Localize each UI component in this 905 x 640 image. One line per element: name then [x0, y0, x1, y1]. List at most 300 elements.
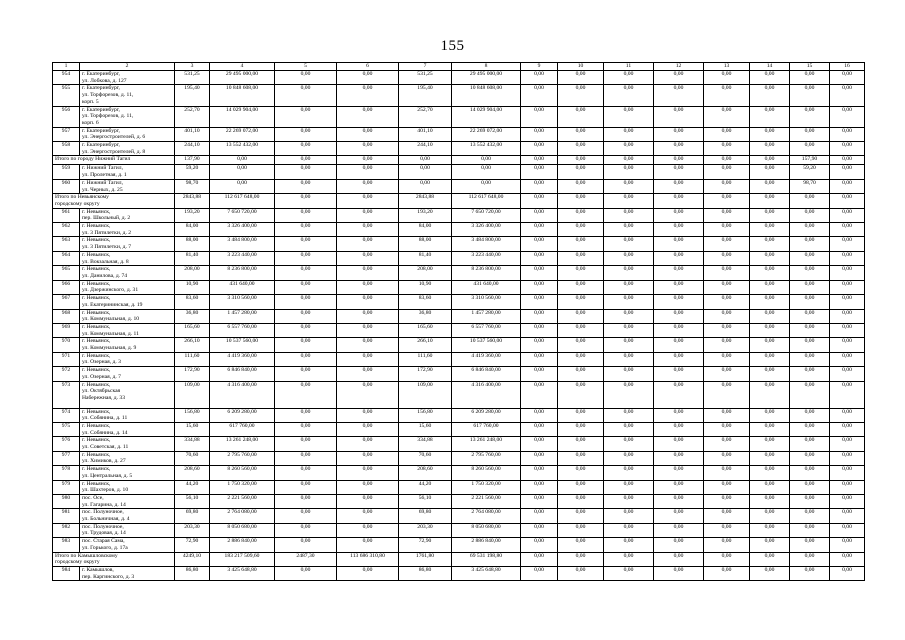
address-cell: пос. Полуночное, ул. Трудовая, д. 14: [80, 523, 175, 537]
value-cell: 59,20: [790, 165, 830, 179]
value-cell: 0,00: [521, 309, 558, 323]
table-row: [53, 142, 865, 156]
value-cell: 0,00: [790, 323, 830, 337]
data-table: [52, 62, 865, 581]
value-cell: 0,00: [830, 71, 865, 85]
value-cell: 0,00: [790, 451, 830, 465]
value-cell: 0,00: [790, 494, 830, 508]
total-cell: 0,00: [399, 156, 452, 165]
value-cell: 0,00: [558, 538, 604, 552]
value-cell: 0,00: [604, 480, 654, 494]
value-cell: 56,10: [175, 494, 210, 508]
value-cell: 10 848 608,00: [452, 85, 521, 106]
value-cell: 0,00: [558, 352, 604, 366]
value-cell: 0,00: [558, 422, 604, 436]
column-header-14: 14: [750, 63, 790, 71]
value-cell: 3 310 560,00: [452, 295, 521, 309]
value-cell: 0,00: [558, 237, 604, 251]
value-cell: 0,00: [830, 451, 865, 465]
value-cell: 0,00: [750, 266, 790, 280]
total-cell: 0,00: [830, 156, 865, 165]
value-cell: 3 484 800,00: [210, 237, 275, 251]
address-cell: г. Невьянск, ул. Екатерининская, д. 19: [80, 295, 175, 309]
value-cell: 0,00: [275, 106, 337, 127]
table-row: [53, 266, 865, 280]
value-cell: 617 760,00: [452, 422, 521, 436]
total-cell: 0,00: [750, 552, 790, 566]
value-cell: 208,00: [175, 266, 210, 280]
value-cell: 0,00: [830, 142, 865, 156]
value-cell: 0,00: [604, 295, 654, 309]
value-cell: 0,00: [337, 480, 399, 494]
value-cell: 0,00: [830, 352, 865, 366]
total-cell: 0,00: [275, 156, 337, 165]
value-cell: 0,00: [399, 165, 452, 179]
value-cell: 0,00: [790, 251, 830, 265]
value-cell: 0,00: [704, 142, 750, 156]
column-header-9: 9: [521, 63, 558, 71]
value-cell: 0,00: [830, 480, 865, 494]
value-cell: 0,00: [704, 106, 750, 127]
value-cell: 172,90: [175, 367, 210, 381]
value-cell: 0,00: [521, 71, 558, 85]
row-number-cell: 964: [53, 251, 80, 265]
value-cell: 10 848 608,00: [210, 85, 275, 106]
column-header-5: 5: [275, 63, 337, 71]
value-cell: 0,00: [704, 127, 750, 141]
value-cell: 8 050 680,00: [452, 523, 521, 537]
value-cell: 83,60: [399, 295, 452, 309]
value-cell: 0,00: [704, 381, 750, 408]
total-row: [53, 194, 865, 208]
value-cell: 0,00: [558, 179, 604, 193]
value-cell: 0,00: [604, 266, 654, 280]
value-cell: 156,80: [399, 408, 452, 422]
value-cell: 2 221 560,00: [452, 494, 521, 508]
value-cell: 266,10: [399, 338, 452, 352]
value-cell: 0,00: [830, 509, 865, 523]
table-row: [53, 223, 865, 237]
value-cell: 0,00: [790, 71, 830, 85]
row-number-cell: 976: [53, 437, 80, 451]
value-cell: 0,00: [604, 142, 654, 156]
value-cell: 6 209 280,00: [452, 408, 521, 422]
value-cell: 0,00: [521, 538, 558, 552]
value-cell: 69,80: [399, 509, 452, 523]
total-cell: 0,00: [654, 194, 704, 208]
table-row: [53, 338, 865, 352]
value-cell: 0,00: [337, 437, 399, 451]
value-cell: 0,00: [558, 466, 604, 480]
value-cell: 0,00: [558, 309, 604, 323]
value-cell: 531,25: [175, 71, 210, 85]
value-cell: 0,00: [337, 237, 399, 251]
total-cell: 0,00: [275, 194, 337, 208]
value-cell: 0,00: [604, 165, 654, 179]
value-cell: 0,00: [337, 523, 399, 537]
value-cell: 0,00: [558, 480, 604, 494]
value-cell: 1 750 320,00: [210, 480, 275, 494]
column-header-3: 3: [175, 63, 210, 71]
address-cell: г. Невьянск, ул. Октябрьская Набережная, д. 33: [80, 381, 175, 408]
value-cell: 0,00: [337, 381, 399, 408]
value-cell: 0,00: [275, 408, 337, 422]
value-cell: 0,00: [275, 266, 337, 280]
value-cell: 0,00: [275, 71, 337, 85]
value-cell: 0,00: [830, 494, 865, 508]
column-header-12: 12: [654, 63, 704, 71]
value-cell: 193,20: [399, 208, 452, 222]
value-cell: 252,70: [175, 106, 210, 127]
value-cell: 0,00: [337, 323, 399, 337]
value-cell: 0,00: [704, 85, 750, 106]
table-row: [53, 408, 865, 422]
value-cell: 0,00: [604, 494, 654, 508]
value-cell: 0,00: [558, 223, 604, 237]
value-cell: 1 750 320,00: [452, 480, 521, 494]
table-row: [53, 381, 865, 408]
total-cell: 183 217 509,60: [210, 552, 275, 566]
address-cell: г. Невьянск, ул. Озерная, д. 7: [80, 367, 175, 381]
column-header-16: 16: [830, 63, 865, 71]
value-cell: 0,00: [521, 466, 558, 480]
row-number-cell: 982: [53, 523, 80, 537]
value-cell: 8 236 800,00: [210, 266, 275, 280]
value-cell: 0,00: [654, 523, 704, 537]
row-number-cell: 983: [53, 538, 80, 552]
value-cell: 0,00: [790, 309, 830, 323]
total-cell: 2843,88: [175, 194, 210, 208]
value-cell: 0,00: [830, 251, 865, 265]
total-label: Итого по городу Нижний Тагил: [53, 156, 175, 165]
value-cell: 36,80: [175, 309, 210, 323]
value-cell: 81,40: [175, 251, 210, 265]
value-cell: 0,00: [830, 266, 865, 280]
value-cell: 0,00: [521, 85, 558, 106]
value-cell: 3 326 400,00: [210, 223, 275, 237]
value-cell: 0,00: [558, 408, 604, 422]
value-cell: 0,00: [275, 538, 337, 552]
value-cell: 0,00: [654, 208, 704, 222]
row-number-cell: 978: [53, 466, 80, 480]
table-row: [53, 237, 865, 251]
value-cell: 4 316 400,00: [210, 381, 275, 408]
value-cell: 2 795 760,00: [210, 451, 275, 465]
value-cell: 8 236 800,00: [452, 266, 521, 280]
total-row: [53, 552, 865, 566]
value-cell: 0,00: [275, 208, 337, 222]
value-cell: 10 537 560,00: [452, 338, 521, 352]
row-number-cell: 972: [53, 367, 80, 381]
value-cell: 0,00: [830, 567, 865, 581]
value-cell: 0,00: [604, 223, 654, 237]
value-cell: 0,00: [750, 179, 790, 193]
value-cell: 0,00: [654, 367, 704, 381]
address-cell: пос. Старая Сама, ул. Горького, д. 17а: [80, 538, 175, 552]
value-cell: 0,00: [750, 352, 790, 366]
value-cell: 0,00: [337, 422, 399, 436]
value-cell: 0,00: [704, 422, 750, 436]
value-cell: 44,20: [175, 480, 210, 494]
value-cell: 0,00: [750, 280, 790, 294]
value-cell: 10,90: [399, 280, 452, 294]
column-header-13: 13: [704, 63, 750, 71]
value-cell: 0,00: [790, 208, 830, 222]
value-cell: 0,00: [654, 352, 704, 366]
value-cell: 0,00: [830, 338, 865, 352]
value-cell: 0,00: [275, 451, 337, 465]
value-cell: 0,00: [604, 323, 654, 337]
row-number-cell: 966: [53, 280, 80, 294]
value-cell: 0,00: [275, 142, 337, 156]
value-cell: 0,00: [521, 567, 558, 581]
value-cell: 0,00: [830, 538, 865, 552]
value-cell: 0,00: [790, 280, 830, 294]
value-cell: 70,60: [399, 451, 452, 465]
value-cell: 7 650 720,00: [210, 208, 275, 222]
value-cell: 0,00: [654, 509, 704, 523]
value-cell: 0,00: [654, 142, 704, 156]
table-row: [53, 538, 865, 552]
value-cell: 0,00: [521, 208, 558, 222]
column-header-7: 7: [399, 63, 452, 71]
value-cell: 0,00: [750, 208, 790, 222]
value-cell: 0,00: [604, 367, 654, 381]
value-cell: 0,00: [654, 266, 704, 280]
address-cell: г. Невьянск, ул. Коммунальная, д. 11: [80, 323, 175, 337]
total-cell: 157,90: [790, 156, 830, 165]
address-cell: пос. Осе, ул. Гагарина, д. 14: [80, 494, 175, 508]
table-row: [53, 352, 865, 366]
value-cell: 0,00: [604, 179, 654, 193]
value-cell: 0,00: [337, 538, 399, 552]
value-cell: 0,00: [521, 437, 558, 451]
value-cell: 0,00: [790, 142, 830, 156]
value-cell: 0,00: [275, 179, 337, 193]
value-cell: 29 495 000,00: [452, 71, 521, 85]
total-cell: 0,00: [558, 552, 604, 566]
value-cell: 0,00: [558, 494, 604, 508]
value-cell: 0,00: [790, 295, 830, 309]
value-cell: 244,10: [175, 142, 210, 156]
table-row: [53, 179, 865, 193]
value-cell: 0,00: [790, 237, 830, 251]
value-cell: 0,00: [604, 509, 654, 523]
table-row: [53, 466, 865, 480]
value-cell: 0,00: [521, 494, 558, 508]
value-cell: 0,00: [604, 523, 654, 537]
table-row: [53, 208, 865, 222]
value-cell: 0,00: [704, 295, 750, 309]
column-header-11: 11: [604, 63, 654, 71]
address-cell: г. Невьянск, ул. Вокзальная, д. 8: [80, 251, 175, 265]
value-cell: 0,00: [750, 106, 790, 127]
row-number-cell: 959: [53, 165, 80, 179]
table-row: [53, 451, 865, 465]
address-cell: г. Невьянск, ул. Шахтеров, д. 10: [80, 480, 175, 494]
value-cell: 0,00: [275, 237, 337, 251]
column-header-1: 1: [53, 63, 80, 71]
table-row: [53, 106, 865, 127]
value-cell: 0,00: [275, 251, 337, 265]
value-cell: 0,00: [399, 179, 452, 193]
row-number-cell: 984: [53, 567, 80, 581]
value-cell: 0,00: [604, 127, 654, 141]
value-cell: 0,00: [521, 367, 558, 381]
value-cell: 1 457 280,00: [210, 309, 275, 323]
value-cell: 0,00: [704, 437, 750, 451]
table-row: [53, 367, 865, 381]
value-cell: 0,00: [521, 422, 558, 436]
address-cell: г. Невьянск, ул. Озерная, д. 3: [80, 352, 175, 366]
value-cell: 0,00: [604, 71, 654, 85]
address-cell: г. Камышлов, пер. Каргинского, д. 3: [80, 567, 175, 581]
value-cell: 0,00: [704, 451, 750, 465]
value-cell: 0,00: [654, 85, 704, 106]
value-cell: 70,60: [175, 451, 210, 465]
value-cell: 0,00: [521, 127, 558, 141]
value-cell: 0,00: [750, 451, 790, 465]
value-cell: 0,00: [275, 352, 337, 366]
value-cell: 88,00: [175, 237, 210, 251]
value-cell: 0,00: [521, 352, 558, 366]
total-cell: 0,00: [704, 156, 750, 165]
value-cell: 0,00: [275, 323, 337, 337]
value-cell: 0,00: [337, 309, 399, 323]
value-cell: 0,00: [704, 323, 750, 337]
value-cell: 1 457 280,00: [452, 309, 521, 323]
value-cell: 0,00: [790, 223, 830, 237]
total-cell: 0,00: [704, 552, 750, 566]
value-cell: 0,00: [704, 208, 750, 222]
value-cell: 0,00: [790, 266, 830, 280]
value-cell: 0,00: [790, 523, 830, 537]
value-cell: 14 029 904,00: [210, 106, 275, 127]
column-header-2: 2: [80, 63, 175, 71]
total-label: Итого по Невьянскому городскому округу: [53, 194, 175, 208]
value-cell: 0,00: [654, 106, 704, 127]
value-cell: 0,00: [654, 237, 704, 251]
value-cell: 165,60: [175, 323, 210, 337]
value-cell: 6 846 840,00: [210, 367, 275, 381]
value-cell: 0,00: [704, 338, 750, 352]
total-cell: 0,00: [790, 552, 830, 566]
value-cell: 0,00: [558, 251, 604, 265]
value-cell: 0,00: [790, 466, 830, 480]
value-cell: 0,00: [337, 165, 399, 179]
value-cell: 0,00: [830, 223, 865, 237]
value-cell: 0,00: [830, 165, 865, 179]
value-cell: 0,00: [558, 323, 604, 337]
table-row: [53, 280, 865, 294]
total-cell: 0,00: [604, 552, 654, 566]
table-body: [53, 71, 865, 581]
address-cell: г. Екатеринбург, ул. Торфорезов, д. 11, корп. 5: [80, 85, 175, 106]
value-cell: 0,00: [521, 251, 558, 265]
value-cell: 0,00: [830, 127, 865, 141]
value-cell: 0,00: [521, 237, 558, 251]
value-cell: 0,00: [654, 422, 704, 436]
value-cell: 36,80: [399, 309, 452, 323]
value-cell: 0,00: [604, 85, 654, 106]
value-cell: 0,00: [790, 85, 830, 106]
value-cell: 0,00: [654, 451, 704, 465]
value-cell: 0,00: [830, 381, 865, 408]
value-cell: 0,00: [210, 179, 275, 193]
address-cell: г. Невьянск, ул. Дзержинского, д. 31: [80, 280, 175, 294]
value-cell: 0,00: [750, 494, 790, 508]
address-cell: г. Невьянск, ул. Данилова, д. 74: [80, 266, 175, 280]
value-cell: 0,00: [830, 466, 865, 480]
value-cell: 0,00: [337, 266, 399, 280]
row-number-cell: 957: [53, 127, 80, 141]
value-cell: 0,00: [275, 127, 337, 141]
value-cell: 0,00: [704, 71, 750, 85]
value-cell: 0,00: [750, 323, 790, 337]
value-cell: 0,00: [275, 466, 337, 480]
value-cell: 0,00: [654, 323, 704, 337]
value-cell: 0,00: [337, 451, 399, 465]
value-cell: 0,00: [790, 127, 830, 141]
value-cell: 84,00: [399, 223, 452, 237]
value-cell: 0,00: [790, 509, 830, 523]
value-cell: 203,30: [175, 523, 210, 537]
value-cell: 8 050 680,00: [210, 523, 275, 537]
column-header-10: 10: [558, 63, 604, 71]
value-cell: 0,00: [275, 437, 337, 451]
value-cell: 98,70: [790, 179, 830, 193]
row-number-cell: 967: [53, 295, 80, 309]
value-cell: 0,00: [337, 251, 399, 265]
value-cell: 2 795 760,00: [452, 451, 521, 465]
value-cell: 7 650 720,00: [452, 208, 521, 222]
value-cell: 6 209 280,00: [210, 408, 275, 422]
value-cell: 0,00: [750, 367, 790, 381]
total-cell: 0,00: [452, 156, 521, 165]
total-cell: 0,00: [210, 156, 275, 165]
value-cell: 0,00: [521, 165, 558, 179]
value-cell: 0,00: [830, 408, 865, 422]
value-cell: 0,00: [275, 85, 337, 106]
value-cell: 0,00: [750, 309, 790, 323]
value-cell: 0,00: [521, 295, 558, 309]
address-cell: г. Невьянск, ул. Собянина, д. 14: [80, 422, 175, 436]
total-cell: 4249,10: [175, 552, 210, 566]
total-cell: 0,00: [654, 552, 704, 566]
row-number-cell: 965: [53, 266, 80, 280]
value-cell: 4 419 360,00: [452, 352, 521, 366]
value-cell: 0,00: [275, 295, 337, 309]
value-cell: 0,00: [750, 381, 790, 408]
column-header-6: 6: [337, 63, 399, 71]
value-cell: 0,00: [654, 309, 704, 323]
row-number-cell: 956: [53, 106, 80, 127]
table-row: [53, 309, 865, 323]
value-cell: 0,00: [830, 85, 865, 106]
value-cell: 0,00: [750, 538, 790, 552]
value-cell: 0,00: [521, 179, 558, 193]
value-cell: 0,00: [337, 509, 399, 523]
value-cell: 0,00: [275, 422, 337, 436]
value-cell: 0,00: [210, 165, 275, 179]
total-cell: 0,00: [558, 194, 604, 208]
value-cell: 111,60: [399, 352, 452, 366]
value-cell: 0,00: [654, 408, 704, 422]
value-cell: 0,00: [704, 352, 750, 366]
value-cell: 0,00: [750, 480, 790, 494]
table-row: [53, 494, 865, 508]
address-cell: г. Невьянск, ул. Коммунальная, д. 10: [80, 309, 175, 323]
